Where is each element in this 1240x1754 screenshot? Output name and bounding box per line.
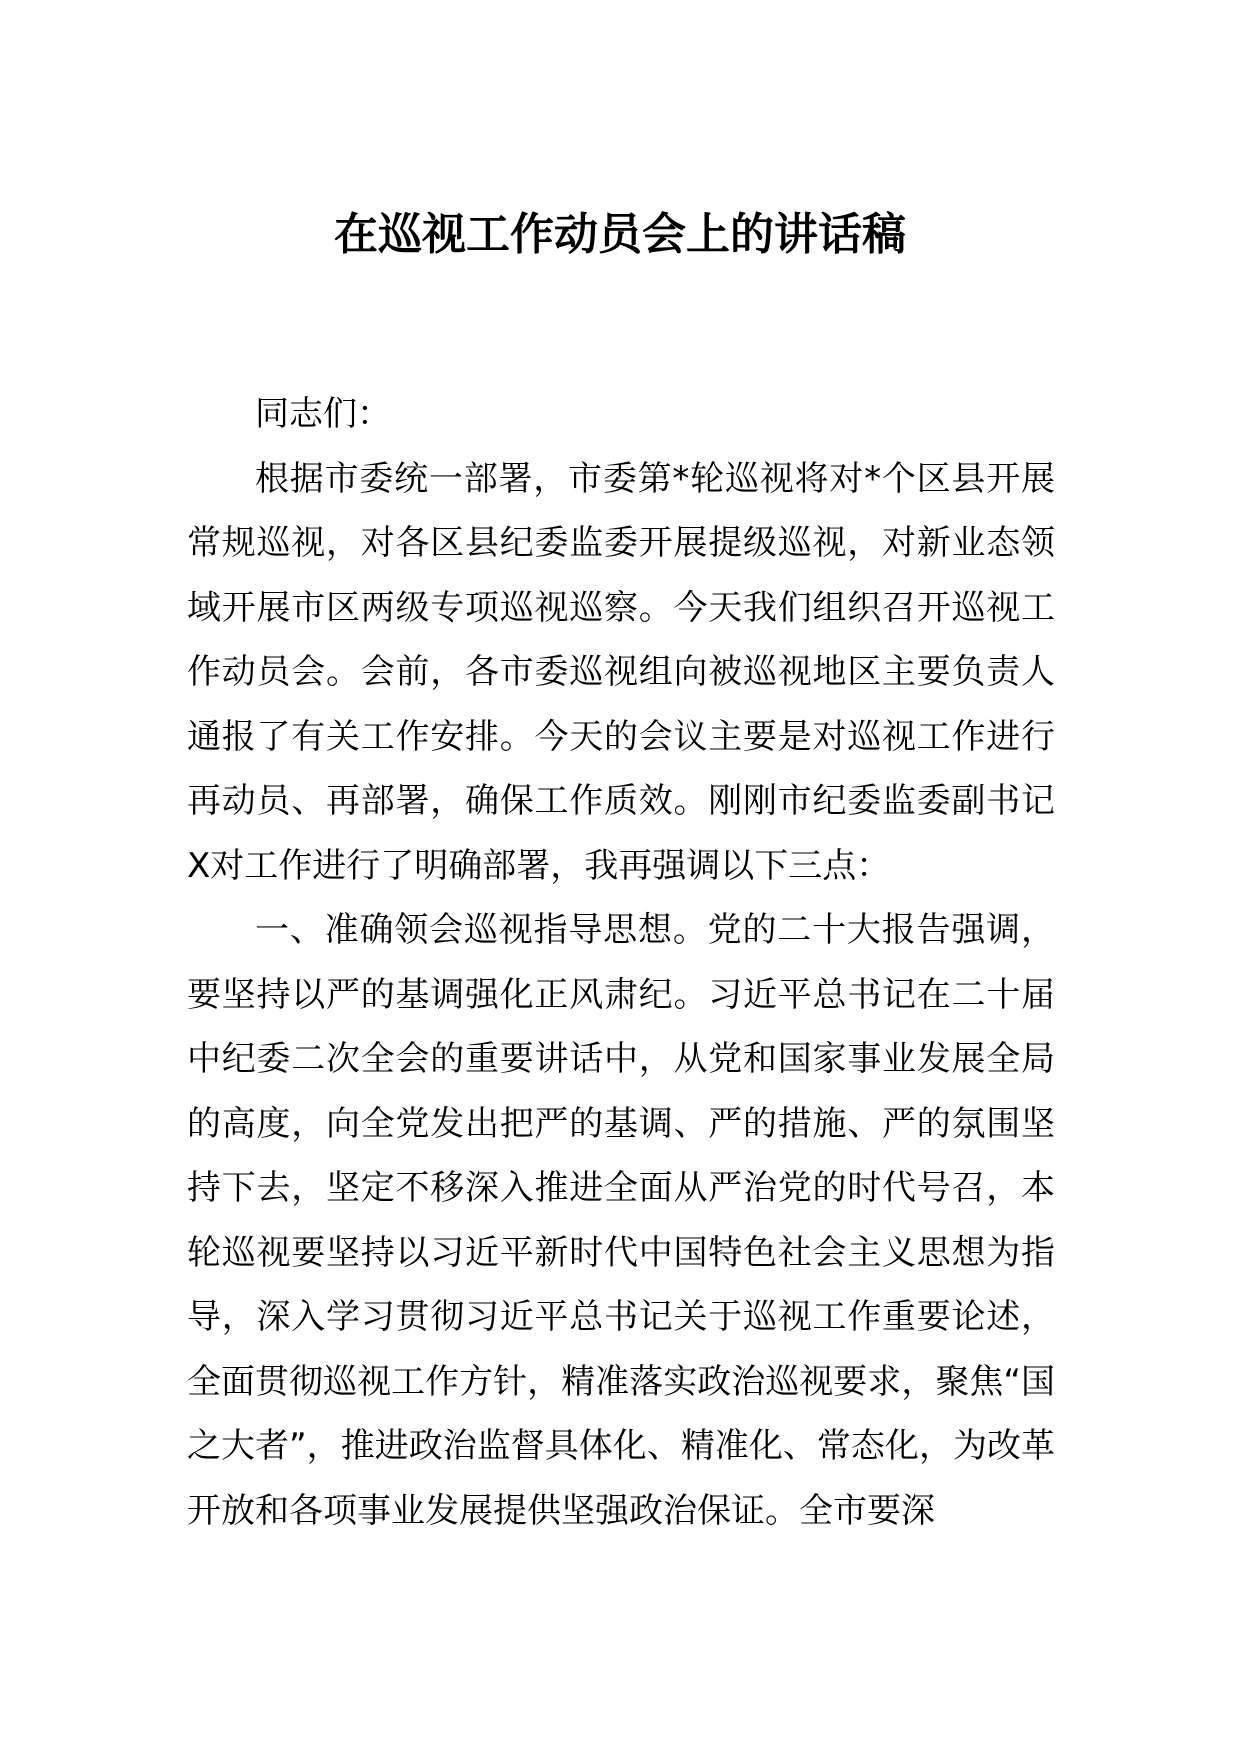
document-title: 在巡视工作动员会上的讲话稿	[334, 209, 906, 260]
point-one-paragraph: 一、准确领会巡视指导思想。党的二十大报告强调，要坚持以严的基调强化正风肃纪。习近平总书记在二十届中纪委二次全会的重要讲话中，从党和国家事业发展全局的高度，向全党发出把严的基调、严的措施、严的氛围坚持下去，坚定不移深入推进全面从严治党的时代号召，本轮巡视要坚持以习近平新时代中国特色社会主义思想为指导，深入学习贯彻习近平总书记关于巡视工作重要论述，全面贯彻巡视工作方针，精准落实政治巡视要求，聚焦“国之大者”，推进政治监督具体化、精准化、常态化，为改革开放和各项事业发展提供坚强政治保证。全市要深	[187, 910, 1055, 1531]
document-body	[187, 382, 1055, 1543]
intro-paragraph: 根据市委统一部署，市委第*轮巡视将对*个区县开展常规巡视，对各区县纪委监委开展提级巡视，对新业态领域开展市区两级专项巡视巡察。今天我们组织召开巡视工作动员会。会前，各市委巡视组向被巡视地区主要负责人通报了有关工作安排。今天的会议主要是对巡视工作进行再动员、再部署，确保工作质效。刚刚市纪委监委副书记X对工作进行了明确部署，我再强调以下三点：	[187, 458, 1055, 886]
salutation-paragraph: 同志们：	[255, 394, 391, 434]
